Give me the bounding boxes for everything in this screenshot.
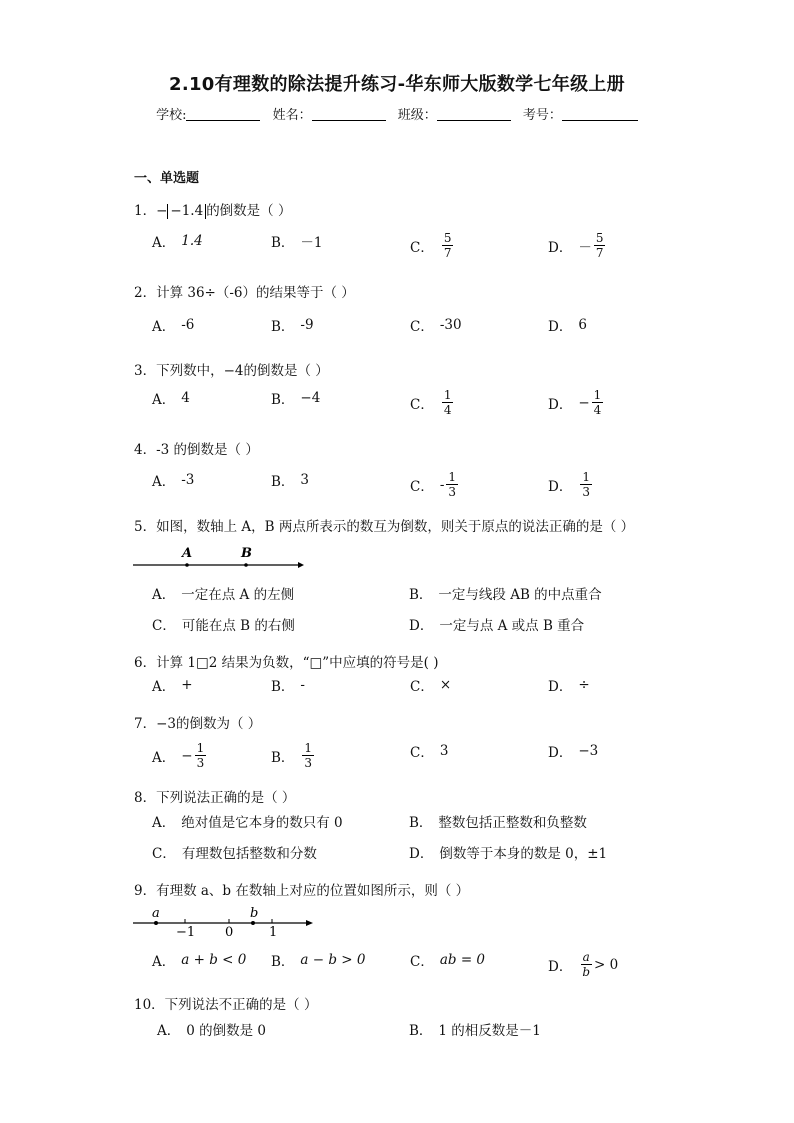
option-b[interactable]: B． $\frac{1}{3}$ (271, 741, 313, 770)
tick-label-one: 1 (269, 925, 278, 939)
option-d[interactable]: D． $\frac{a}{b}$ > 0 (548, 950, 619, 979)
question-3-options (0, 388, 794, 418)
option-b[interactable]: B． −4 (271, 390, 321, 408)
option-d[interactable]: D． 倒数等于本身的数是 0，±1 (409, 846, 608, 862)
question-8-options-row1 (0, 811, 794, 841)
question-5-stem: 5．如图，数轴上 A，B 两点所表示的数互为倒数，则关于原点的说法正确的是（ ） (134, 519, 635, 535)
question-9-options (0, 950, 794, 980)
option-b[interactable]: B． 3 (271, 472, 310, 490)
arrow-head-icon (298, 562, 304, 568)
option-d[interactable]: D． ÷ (548, 677, 590, 695)
section-title: 一、单选题 (134, 171, 200, 186)
question-5-options-row1 (0, 583, 794, 613)
option-a[interactable]: A． − $\frac{1}{3}$ (152, 741, 205, 770)
option-a[interactable]: A． -3 (152, 472, 195, 490)
question-3-stem: 3．下列数中，−4的倒数是（ ） (134, 363, 329, 379)
option-a[interactable]: A． a + b < 0 (152, 952, 247, 970)
point-a-label: A (182, 546, 193, 561)
question-10-options (0, 1019, 794, 1049)
option-d[interactable]: D． −3 (548, 743, 599, 761)
option-d[interactable]: D． － $\frac{5}{7}$ (548, 231, 604, 260)
question-9-stem: 9．有理数 a、b 在数轴上对应的位置如图所示，则（ ） (134, 883, 470, 899)
class-label: 班级： (397, 108, 437, 123)
option-a[interactable]: A． 0 的倒数是 0 (157, 1023, 267, 1039)
option-c[interactable]: C． $\frac{5}{7}$ (410, 231, 452, 260)
point-a-dot (185, 563, 189, 567)
exam-no-blank[interactable] (562, 108, 638, 121)
option-b[interactable]: B． －1 (271, 235, 323, 251)
option-d[interactable]: D． 一定与点 A 或点 B 重合 (409, 618, 585, 634)
exam-no-label: 考号： (522, 108, 562, 123)
question-2-stem: 2．计算 36÷（-6）的结果等于（ ） (134, 285, 355, 301)
number-line-figure-ab-lower (130, 905, 320, 939)
question-5-options-row2 (0, 614, 794, 644)
point-b-label: B (241, 546, 252, 561)
option-c[interactable]: C． 可能在点 B 的右侧 (152, 618, 295, 634)
question-4-options (0, 470, 794, 500)
option-c[interactable]: C． × (410, 677, 452, 695)
school-blank[interactable] (186, 108, 260, 121)
option-b[interactable]: B． a − b > 0 (271, 952, 366, 970)
option-a[interactable]: A． 绝对值是它本身的数只有 0 (152, 815, 343, 831)
name-label: 姓名： (272, 108, 312, 123)
point-b-dot (244, 563, 248, 567)
question-4-stem: 4．-3 的倒数是（ ） (134, 442, 259, 458)
point-b-label: b (250, 906, 259, 921)
student-info-line (0, 104, 794, 123)
option-a[interactable]: A． 1.4 (152, 233, 203, 251)
option-c[interactable]: C． $\frac{1}{4}$ (410, 388, 452, 417)
question-1-options (0, 231, 794, 261)
point-b-dot (251, 921, 255, 925)
school-label: 学校: (156, 108, 187, 123)
option-d[interactable]: D． − $\frac{1}{4}$ (548, 388, 602, 417)
question-6-stem: 6．计算 1□2 结果为负数，“□”中应填的符号是( ) (134, 655, 439, 671)
page-title: 2.10有理数的除法提升练习-华东师大版数学七年级上册 (169, 74, 625, 95)
question-6-options (0, 675, 794, 705)
option-a[interactable]: A． 4 (152, 390, 190, 408)
option-c[interactable]: C． - $\frac{1}{3}$ (410, 470, 457, 499)
option-b[interactable]: B． -9 (271, 317, 314, 335)
question-8-stem: 8．下列说法正确的是（ ） (134, 790, 296, 806)
option-b[interactable]: B． 整数包括正整数和负整数 (409, 815, 587, 831)
arrow-head-icon (306, 920, 313, 926)
question-7-stem: 7．−3的倒数为（ ） (134, 716, 262, 732)
question-7-options (0, 741, 794, 771)
option-b[interactable]: B． 一定与线段 AB 的中点重合 (409, 587, 602, 603)
name-blank[interactable] (312, 108, 386, 121)
question-2-options (0, 315, 794, 345)
class-blank[interactable] (437, 108, 511, 121)
option-a[interactable]: A． 一定在点 A 的左侧 (152, 587, 295, 603)
option-c[interactable]: C． 3 (410, 743, 449, 761)
number-line-figure-ab (130, 542, 310, 572)
absolute-value: −1.4 (167, 204, 206, 219)
point-a-dot (154, 921, 158, 925)
option-c[interactable]: C． -30 (410, 317, 462, 335)
option-b[interactable]: B． 1 的相反数是－1 (409, 1023, 541, 1039)
option-c[interactable]: C． ab = 0 (410, 952, 486, 970)
option-a[interactable]: A． -6 (152, 317, 195, 335)
option-d[interactable]: D． $\frac{1}{3}$ (548, 470, 590, 499)
question-1-stem: 1．− −1.4 的倒数是（ ） (134, 203, 292, 219)
tick-label-zero: 0 (225, 925, 234, 939)
question-10-stem: 10．下列说法不正确的是（ ） (134, 997, 318, 1013)
option-b[interactable]: B． - (271, 677, 305, 695)
option-d[interactable]: D． 6 (548, 317, 587, 335)
question-8-options-row2 (0, 842, 794, 872)
option-a[interactable]: A． + (152, 677, 193, 695)
option-c[interactable]: C． 有理数包括整数和分数 (152, 846, 317, 862)
tick-label-minus-one: −1 (176, 925, 196, 939)
point-a-label: a (152, 906, 160, 921)
